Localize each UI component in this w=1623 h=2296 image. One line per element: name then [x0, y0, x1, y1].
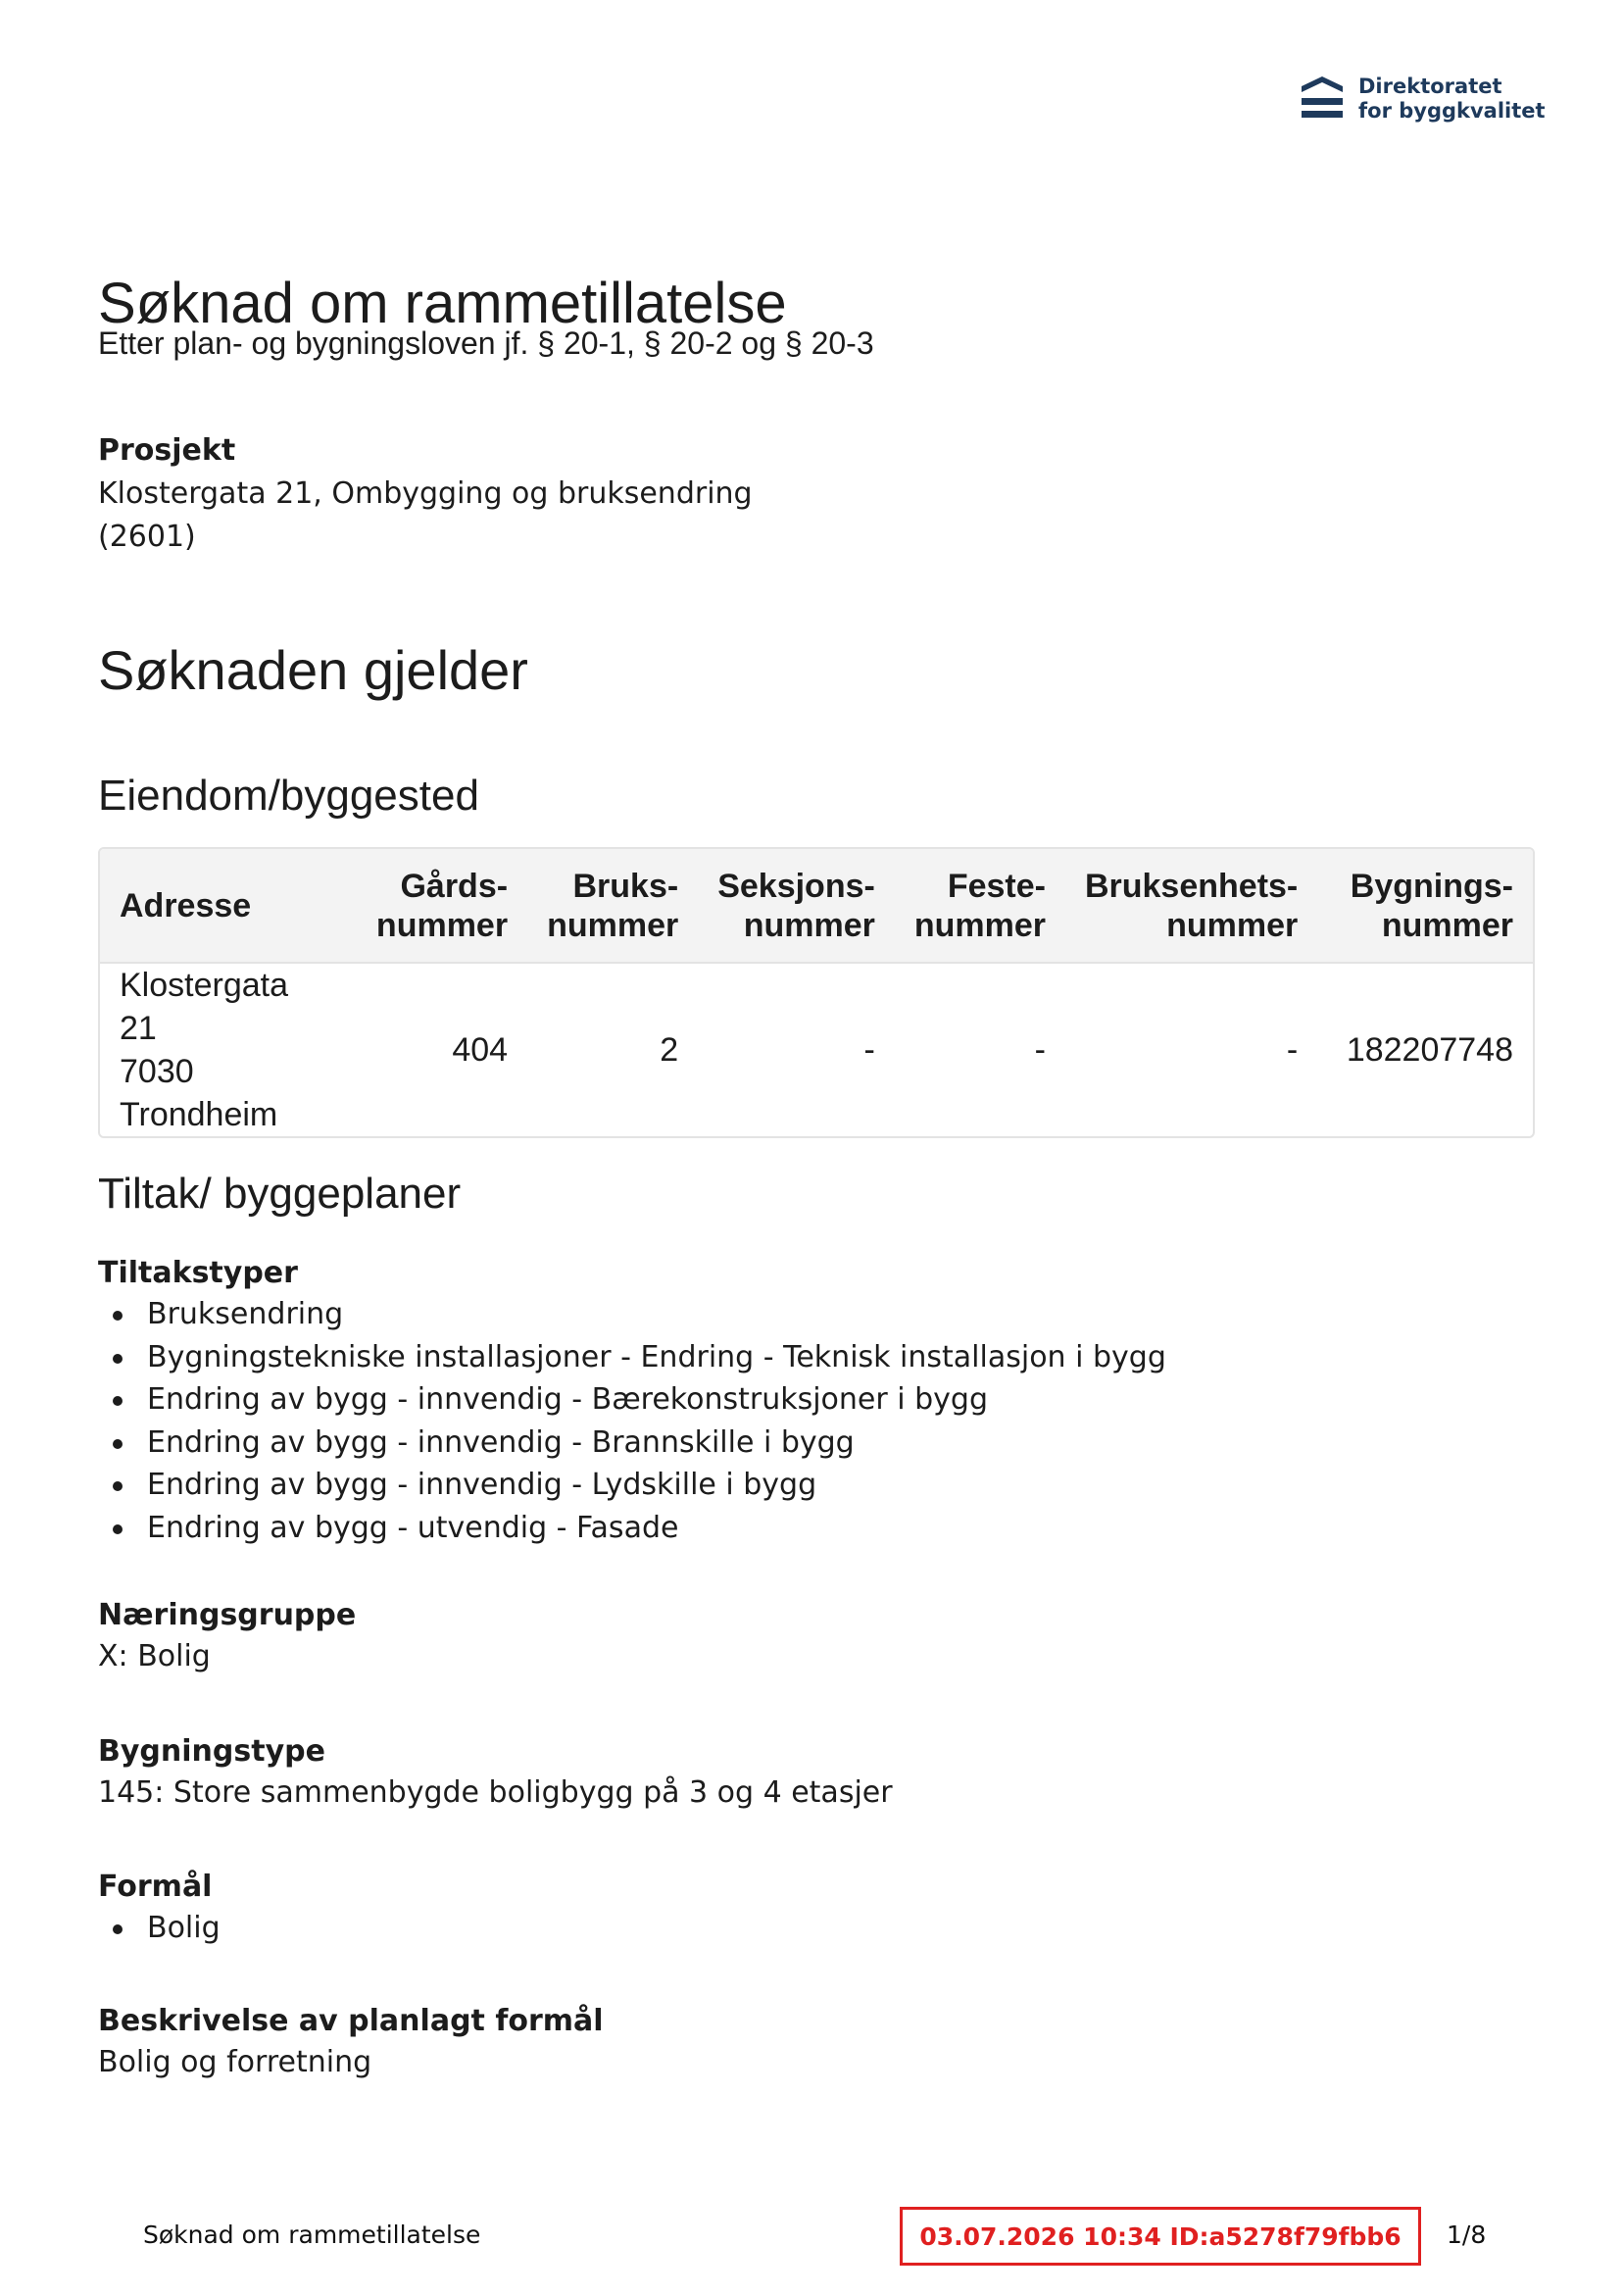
cell-festenummer: - [1034, 1031, 1046, 1069]
logo-line-1: Direktoratet [1358, 75, 1502, 98]
measure-types-label: Tiltakstyper [98, 1256, 298, 1290]
table-row [100, 963, 1533, 1136]
building-type-section [98, 1732, 893, 1815]
dibk-logo [1300, 75, 1546, 124]
purpose-description-value: Bolig og forretning [98, 2045, 372, 2079]
project-name: Klostergata 21, Ombygging og bruksendring [98, 476, 753, 511]
measure-types-section [98, 1254, 1166, 1549]
column-header-festenummer: Feste- nummer [913, 867, 1046, 944]
property-table [98, 847, 1535, 1138]
cell-bygningsnummer: 182207748 [1346, 1031, 1513, 1069]
document-subtitle: Etter plan- og bygningsloven jf. § 20-1, § 20-2 og § 20-3 [98, 325, 874, 361]
purpose-description-label: Beskrivelse av planlagt formål [98, 2004, 604, 2038]
measure-types-list [98, 1293, 1166, 1549]
list-item: Bygningstekniske installasjoner - Endring - Teknisk installasjon i bygg [98, 1336, 1166, 1379]
measures-heading: Tiltak/ byggeplaner [98, 1170, 462, 1218]
cell-bruksenhetsnummer: - [1286, 1031, 1299, 1069]
building-type-label: Bygningstype [98, 1734, 325, 1769]
industry-label: Næringsgruppe [98, 1598, 357, 1632]
cell-address: Klostergata 21 7030 Trondheim [120, 967, 288, 1133]
project-label: Prosjekt [98, 433, 236, 468]
column-header-bruksnummer: Bruks- nummer [547, 867, 679, 944]
column-header-bruksenhetsnummer: Bruksenhets- nummer [1084, 867, 1299, 944]
timestamp-id-stamp: 03.07.2026 10:34 ID:a5278f79fbb6 [900, 2207, 1421, 2266]
section-heading-applies: Søknaden gjelder [98, 639, 528, 701]
column-header-address: Adresse [120, 886, 252, 924]
column-header-gardsnummer: Gårds- nummer [375, 867, 509, 944]
list-item: Endring av bygg - utvendig - Fasade [98, 1507, 1166, 1550]
project-number: (2601) [98, 520, 196, 554]
list-item: Bruksendring [98, 1293, 1166, 1336]
purpose-description-section [98, 2002, 604, 2084]
table-header-row [100, 849, 1533, 963]
logo-text [1358, 75, 1546, 124]
purpose-section [98, 1868, 221, 1950]
page-number: 1/8 [1447, 2221, 1487, 2249]
column-header-seksjonsnummer: Seksjons- nummer [717, 867, 875, 944]
property-heading: Eiendom/byggested [98, 772, 479, 820]
logo-line-2: for byggkvalitet [1358, 99, 1546, 123]
cell-gardsnummer: 404 [452, 1031, 509, 1069]
list-item: Bolig [98, 1907, 221, 1950]
building-type-value: 145: Store sammenbygde boligbygg på 3 og 4 etasjer [98, 1775, 893, 1810]
cell-seksjonsnummer: - [863, 1031, 875, 1069]
list-item: Endring av bygg - innvendig - Brannskille i bygg [98, 1422, 1166, 1465]
purpose-list [98, 1907, 221, 1950]
purpose-label: Formål [98, 1870, 213, 1904]
industry-section [98, 1596, 356, 1678]
column-header-bygningsnummer: Bygnings- nummer [1350, 867, 1513, 944]
cell-bruksnummer: 2 [660, 1031, 679, 1069]
document-title: Søknad om rammetillatelse [98, 272, 787, 335]
industry-value: X: Bolig [98, 1639, 211, 1673]
list-item: Endring av bygg - innvendig - Bærekonstruksjoner i bygg [98, 1378, 1166, 1422]
dibk-logo-icon [1300, 75, 1345, 124]
footer-document-name: Søknad om rammetillatelse [143, 2221, 481, 2249]
list-item: Endring av bygg - innvendig - Lydskille i bygg [98, 1464, 1166, 1507]
project-section [98, 431, 753, 559]
